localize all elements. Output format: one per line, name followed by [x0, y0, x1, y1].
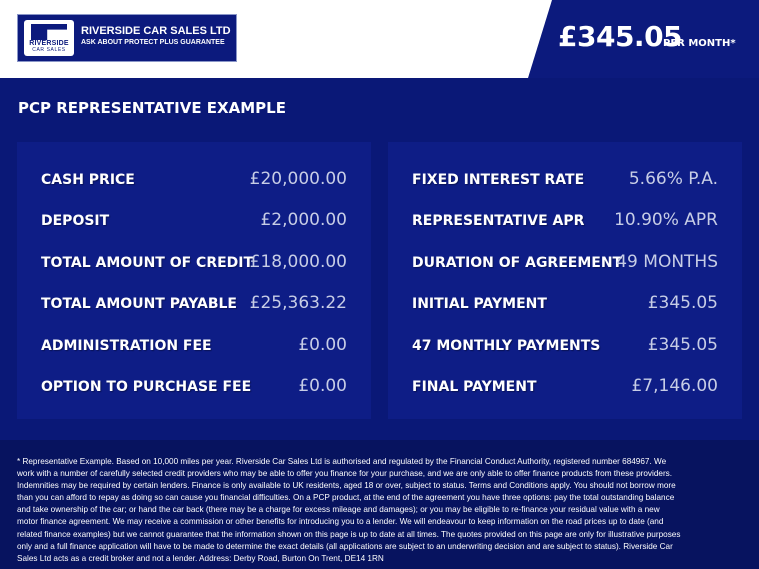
- logo-r-mark-icon: [31, 24, 67, 40]
- row-value: £18,000.00: [249, 252, 347, 272]
- finance-row: [41, 252, 347, 279]
- row-label: CASH PRICE: [41, 172, 135, 188]
- finance-row: [41, 335, 347, 362]
- row-value: £25,363.22: [249, 293, 347, 313]
- finance-panel-left: [17, 142, 371, 419]
- row-label: DEPOSIT: [41, 213, 110, 229]
- monthly-price: £345.05: [558, 20, 683, 53]
- dealer-logo[interactable]: [17, 14, 237, 62]
- row-value: £20,000.00: [249, 169, 347, 189]
- row-value: £345.05: [647, 335, 718, 355]
- row-value: 49 MONTHS: [616, 252, 718, 272]
- row-value: £2,000.00: [260, 210, 347, 230]
- dealer-tagline: ASK ABOUT PROTECT PLUS GUARANTEE: [81, 39, 225, 46]
- row-label: OPTION TO PURCHASE FEE: [41, 379, 252, 395]
- monthly-price-suffix: PER MONTH*: [663, 38, 736, 49]
- row-value: £0.00: [298, 335, 347, 355]
- section-title: PCP REPRESENTATIVE EXAMPLE: [18, 99, 286, 117]
- row-label: REPRESENTATIVE APR: [412, 213, 585, 229]
- dealer-name: RIVERSIDE CAR SALES LTD: [81, 25, 231, 37]
- row-value: 5.66% P.A.: [628, 169, 718, 189]
- row-label: ADMINISTRATION FEE: [41, 338, 212, 354]
- row-label: DURATION OF AGREEMENT: [412, 255, 623, 271]
- finance-row: [412, 335, 718, 362]
- finance-row: [412, 210, 718, 237]
- row-value: £345.05: [647, 293, 718, 313]
- row-label: 47 MONTHLY PAYMENTS: [412, 338, 601, 354]
- disclaimer-footer: [0, 440, 759, 569]
- finance-row: [41, 376, 347, 403]
- disclaimer-text: * Representative Example. Based on 10,000 miles per year. Riverside Car Sales Ltd is authorised and regulated by the Financial Conduct Authority, registered number 684967. We work with a number of carefully selected credit providers who may be able to offer you finance for your purchase, and we are only able to offer finance products from these providers. Indemnities may be required by certain lenders. Finance is only available to UK residents, aged 18 or over, subject to status. Terms and Conditions apply. You should not borrow more than you can afford to repay as doing so can cause you financial difficulties. On a PCP product, at the end of the agreement you have three options: pay the total outstanding balance and take ownership of the car; or hand the car back (there may be a charge for excess mileage and damages); or you may be eligible to re-finance your residual value with a new motor finance agreement. We may receive a commission or other benefits for introducing you to a lender. We will endeavour to keep information on the road prices up to date (and related finance examples) but we cannot guarantee that the information shown on this page is up to date at all times. The quotes provided on this page are only for illustrative purposes only and a full finance application will have to be made to determine the exact details (all applications are subject to an underwriting decision and are subject to status). Riverside Car Sales Ltd acts as a credit broker and not a lender. Address: Derby Road, Burton On Trent, DE14 1RN: [17, 457, 681, 563]
- finance-row: [41, 210, 347, 237]
- row-value: 10.90% APR: [614, 210, 718, 230]
- logo-badge-text-main: RIVERSIDE: [29, 40, 69, 47]
- row-label: FINAL PAYMENT: [412, 379, 537, 395]
- row-value: £7,146.00: [631, 376, 718, 396]
- row-label: FIXED INTEREST RATE: [412, 172, 585, 188]
- logo-badge: [24, 20, 74, 56]
- header-bar: [0, 0, 759, 78]
- finance-row: [412, 252, 718, 279]
- finance-row: [412, 293, 718, 320]
- finance-row: [41, 169, 347, 196]
- row-label: TOTAL AMOUNT OF CREDIT: [41, 255, 254, 271]
- finance-panel-right: [388, 142, 742, 419]
- finance-row: [412, 169, 718, 196]
- finance-row: [412, 376, 718, 403]
- finance-row: [41, 293, 347, 320]
- row-label: INITIAL PAYMENT: [412, 296, 547, 312]
- row-value: £0.00: [298, 376, 347, 396]
- row-label: TOTAL AMOUNT PAYABLE: [41, 296, 237, 312]
- logo-badge-text-sub: CAR SALES: [32, 47, 66, 53]
